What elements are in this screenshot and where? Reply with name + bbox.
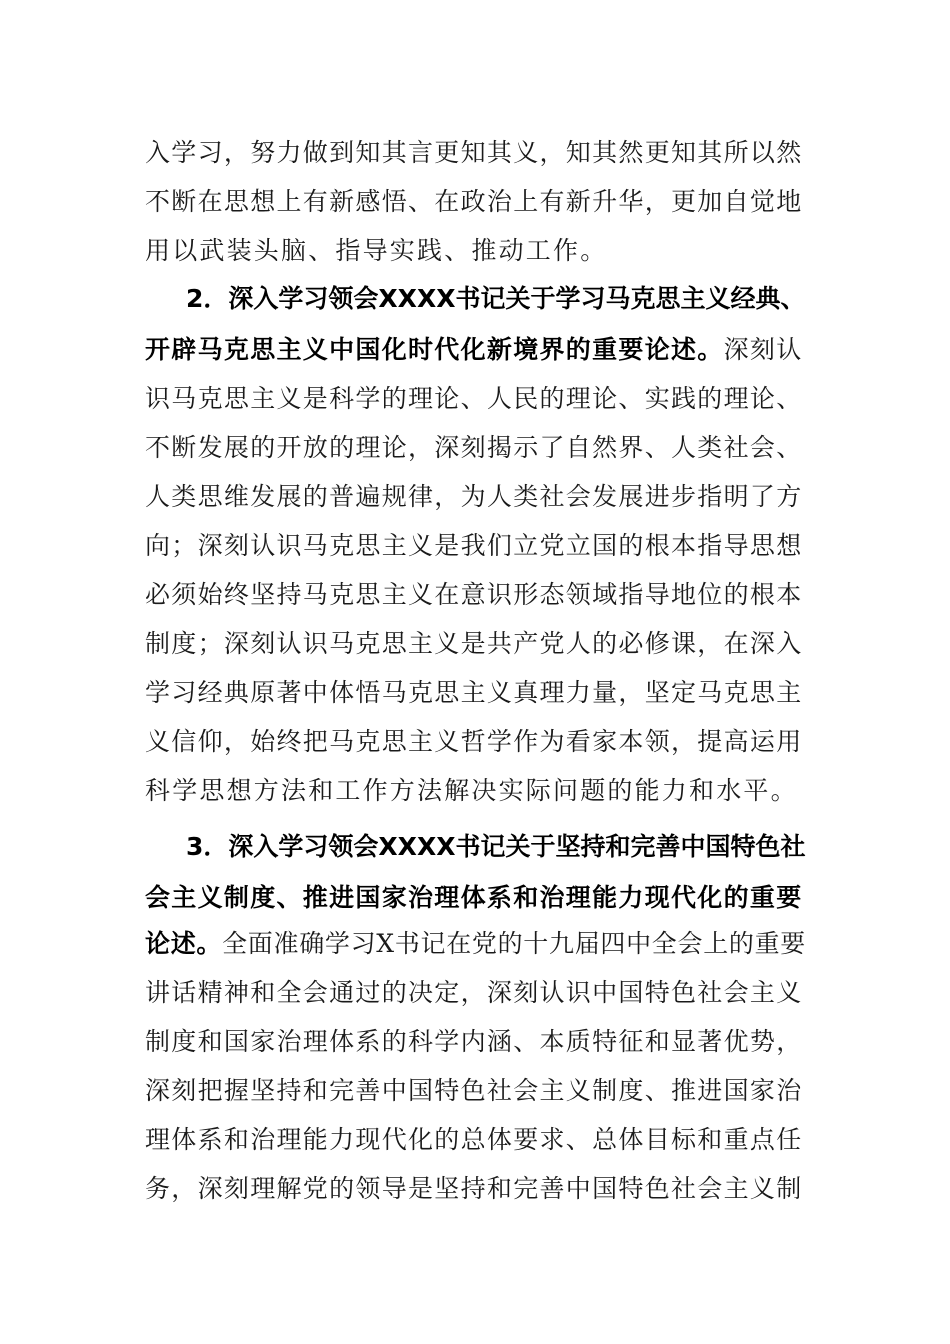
bold-heading-text: 2．深入学习领会XXXX书记关于学习马克思主义经典、 — [186, 284, 806, 313]
text-line — [145, 571, 806, 619]
text-line — [145, 178, 806, 226]
text-line — [145, 874, 806, 922]
body-text: 用以武装头脑、指导实践、推动工作。 — [145, 236, 608, 265]
body-text: 识马克思主义是科学的理论、人民的理论、实践的理论、 — [145, 384, 803, 413]
text-line — [186, 823, 806, 871]
body-text: 学习经典原著中体悟马克思主义真理力量，坚定马克思主 — [145, 678, 803, 707]
text-line — [145, 718, 806, 766]
text-line — [145, 424, 806, 472]
body-text: 向；深刻认识马克思主义是我们立党立国的根本指导思想 — [145, 531, 803, 560]
text-line — [145, 227, 806, 275]
body-text: 义信仰，始终把马克思主义哲学作为看家本领，提高运用 — [145, 727, 803, 756]
bold-heading-text: 3．深入学习领会XXXX书记关于坚持和完善中国特色社 — [186, 832, 806, 861]
body-text: 深刻把握坚持和完善中国特色社会主义制度、推进国家治 — [145, 1076, 803, 1105]
body-text: 制度；深刻认识马克思主义是共产党人的必修课，在深入 — [145, 629, 803, 658]
body-text: 理体系和治理能力现代化的总体要求、总体目标和重点任 — [145, 1125, 803, 1154]
body-text: 全面准确学习X书记在党的十九届四中全会上的重要 — [222, 929, 807, 958]
text-line — [145, 1018, 806, 1066]
bold-heading-text: 会主义制度、推进国家治理体系和治理能力现代化的重要 — [145, 883, 803, 912]
text-line — [145, 669, 806, 717]
body-text: 深刻认 — [723, 335, 803, 364]
text-line — [145, 326, 806, 374]
body-text: 不断在思想上有新感悟、在政治上有新升华，更加自觉地 — [145, 187, 803, 216]
text-line — [145, 767, 806, 815]
body-text: 科学思想方法和工作方法解决实际问题的能力和水平。 — [145, 776, 798, 805]
body-text: 必须始终坚持马克思主义在意识形态领域指导地位的根本 — [145, 580, 803, 609]
body-text: 人类思维发展的普遍规律，为人类社会发展进步指明了方 — [145, 482, 803, 511]
text-line — [145, 129, 806, 177]
bold-heading-text: 开辟马克思主义中国化时代化新境界的重要论述。 — [145, 335, 724, 364]
body-text: 入学习，努力做到知其言更知其义，知其然更知其所以然 — [145, 138, 803, 167]
text-line — [145, 1116, 806, 1164]
body-text: 制度和国家治理体系的科学内涵、本质特征和显著优势， — [145, 1027, 803, 1056]
text-line — [186, 275, 806, 323]
body-text: 务，深刻理解党的领导是坚持和完善中国特色社会主义制 — [145, 1174, 803, 1203]
text-line — [145, 375, 806, 423]
body-text: 讲话精神和全会通过的决定，深刻认识中国特色社会主义 — [145, 978, 803, 1007]
body-text: 不断发展的开放的理论，深刻揭示了自然界、人类社会、 — [145, 433, 803, 462]
text-line — [145, 920, 806, 968]
bold-heading-text: 论述。 — [145, 929, 223, 958]
text-line — [145, 1165, 806, 1213]
text-line — [145, 473, 806, 521]
text-line — [145, 969, 806, 1017]
text-line — [145, 620, 806, 668]
text-line — [145, 522, 806, 570]
text-line — [145, 1067, 806, 1115]
